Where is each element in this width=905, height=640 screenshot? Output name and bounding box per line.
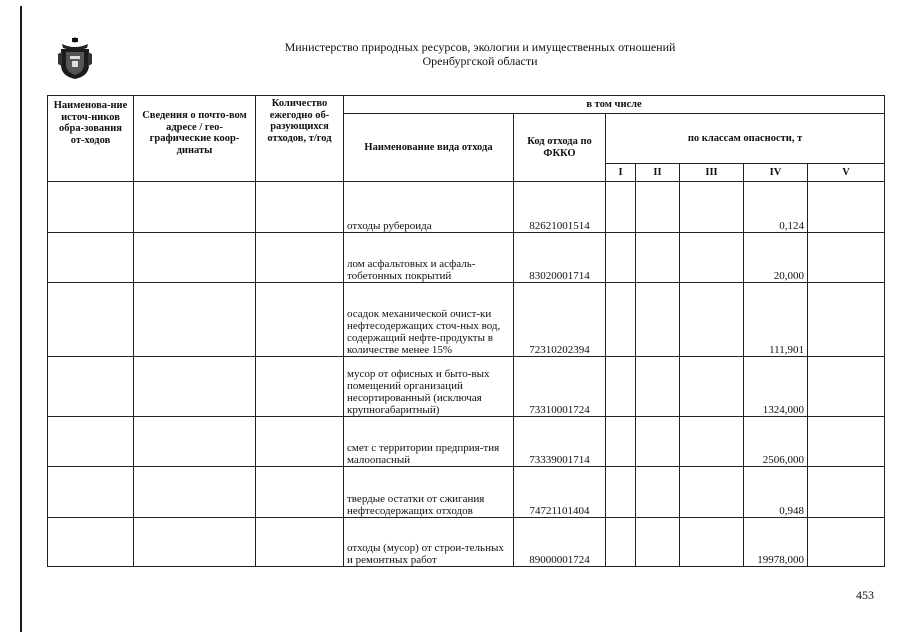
class-4-amount: 2506,000 <box>744 417 808 467</box>
ministry-name: Министерство природных ресурсов, экологии и имущественных отношений <box>284 40 676 54</box>
header-fkko-code: Код отхода по ФККО <box>514 114 606 182</box>
class-4-amount: 0,948 <box>744 467 808 518</box>
class-4-amount: 19978,000 <box>744 518 808 567</box>
waste-name: смет с территории предприя-тия малоопасный <box>344 417 514 467</box>
fkko-code: 83020001714 <box>514 233 606 283</box>
header-source: Наименова-ние источ-ников обра-зования от-ходов <box>48 96 134 182</box>
class-4-amount: 0,124 <box>744 182 808 233</box>
header-including: в том числе <box>344 96 885 114</box>
table-row <box>48 233 885 283</box>
table-row <box>48 518 885 567</box>
coat-of-arms-icon <box>58 36 92 80</box>
header-waste-name: Наименование вида отхода <box>344 114 514 182</box>
fkko-code: 72310202394 <box>514 283 606 357</box>
waste-name: осадок механической очист-ки нефтесодержащих сточ-ных вод, содержащий нефте-продукты в количестве менее 15% <box>344 283 514 357</box>
class-4-amount: 1324,000 <box>744 357 808 417</box>
table-row <box>48 417 885 467</box>
region-name: Оренбургской области <box>422 54 538 68</box>
fkko-code: 73339001714 <box>514 417 606 467</box>
waste-name: твердые остатки от сжигания нефтесодержащих отходов <box>344 467 514 518</box>
table-row <box>48 182 885 233</box>
header-hazard-classes: по классам опасности, т <box>606 114 885 164</box>
header-class-5: V <box>808 164 885 182</box>
header-class-2: II <box>636 164 680 182</box>
fkko-code: 73310001724 <box>514 357 606 417</box>
waste-name: отходы (мусор) от строи-тельных и ремонтных работ <box>344 518 514 567</box>
class-4-amount: 20,000 <box>744 233 808 283</box>
waste-name: мусор от офисных и быто-вых помещений организаций несортированный (исключая крупногабаритный) <box>344 357 514 417</box>
table-row <box>48 283 885 357</box>
class-4-amount: 111,901 <box>744 283 808 357</box>
fkko-code: 74721101404 <box>514 467 606 518</box>
header-quantity: Количество ежегодно об-разующихся отходов, т/год <box>256 96 344 182</box>
waste-name: лом асфальтовых и асфаль-тобетонных покрытий <box>344 233 514 283</box>
header-address: Сведения о почто-вом адресе / гео-графические коор-динаты <box>134 96 256 182</box>
document-header <box>200 40 760 68</box>
page-edge-line <box>20 6 22 632</box>
waste-table <box>47 95 885 567</box>
fkko-code: 82621001514 <box>514 182 606 233</box>
header-class-1: I <box>606 164 636 182</box>
fkko-code: 89000001724 <box>514 518 606 567</box>
page-number: 453 <box>856 588 874 602</box>
table-row <box>48 467 885 518</box>
waste-name: отходы рубероида <box>344 182 514 233</box>
table-row <box>48 357 885 417</box>
header-class-3: III <box>680 164 744 182</box>
header-class-4: IV <box>744 164 808 182</box>
